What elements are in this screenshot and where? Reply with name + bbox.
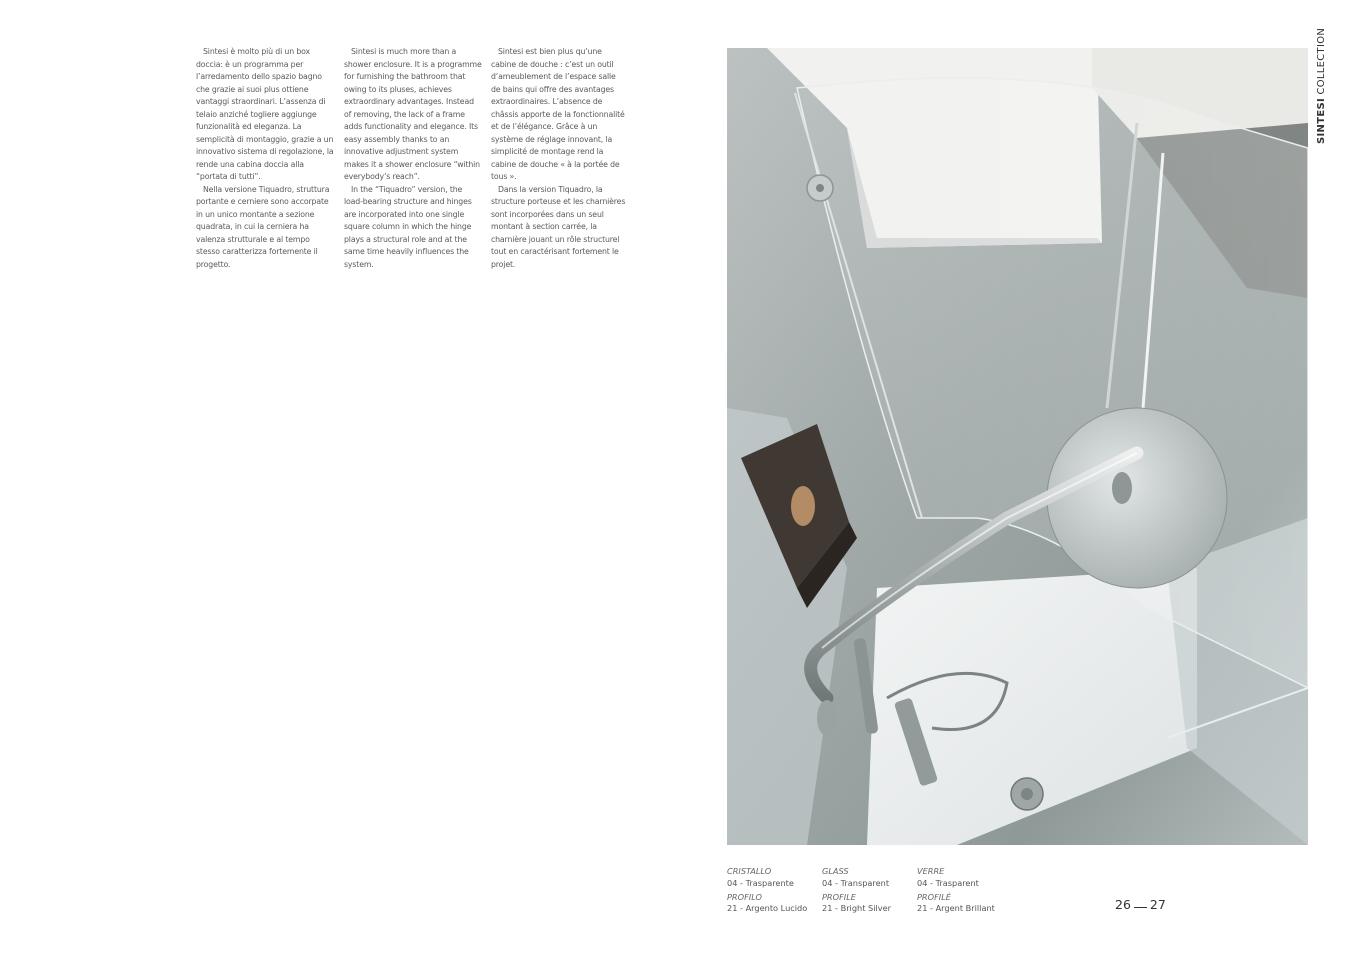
english-text-column — [344, 46, 482, 271]
collection-title — [1316, 27, 1328, 148]
french-paragraph-1: Sintesi est bien plus qu’une cabine de douche : c’est un outil d’ameublement de l’espace salle de bains qui offre des avantages extraordinaires. L’absence de châssis apporte de la fonctionnalité et de l’élégance. Grâce à un système de réglage innovant, la simplicité de montage rend la cabine de douche « à la portée de tous ». — [491, 47, 625, 181]
spec-english — [822, 866, 912, 915]
spec-italian — [727, 866, 817, 915]
english-paragraph-1: Sintesi is much more than a shower enclosure. It is a programme for furnishing the bathroom that owing to its pluses, achieves extraordinary advantages. Instead of removing, the lack of a frame adds functionality and elegance. Its easy assembly thanks to an innovative adjustment system makes it a shower enclosure “within everybody’s reach”. — [344, 47, 482, 181]
spec-glass-value: 04 - Transparent — [822, 877, 890, 888]
italian-text-column — [196, 46, 334, 271]
page-number-separator — [1134, 907, 1147, 908]
french-paragraph-2: Dans la version Tiquadro, la structure porteuse et les charnières sont incorporées dans un seul montant à section carrée, la charnière jouant un rôle structurel tout en caractérisant fortement le projet. — [491, 184, 626, 269]
page-number-right: 27 — [1149, 897, 1166, 912]
product-photo — [727, 48, 1308, 845]
page-number-left: 26 — [1115, 897, 1131, 912]
spec-glass-value: 04 - Trasparente — [727, 877, 794, 888]
spec-profile-value: 21 - Bright Silver — [822, 903, 892, 913]
collection-title-regular: COLLECTION — [1316, 27, 1327, 99]
spec-glass-label: GLASS — [822, 866, 849, 876]
french-text-column — [491, 46, 627, 271]
spec-profile-value: 21 - Argento Lucido — [727, 903, 808, 913]
spec-profile-value: 21 - Argent Brillant — [917, 903, 995, 913]
spec-glass-value: 04 - Trasparent — [917, 877, 979, 888]
spec-profile-label: PROFILÉ — [917, 891, 951, 902]
italian-paragraph-1: Sintesi è molto più di un box doccia: è un programma per l’arredamento dello spazio bagno che grazie ai suoi plus ottiene vantaggi straordinari. L’assenza di telaio anziché togliere aggiunge funzionalità ed eleganza. La semplicità di montaggio, grazie a un innovativo sistema di regolazione, la rende una cabina doccia alla “portata di tutti”. — [196, 47, 334, 181]
english-paragraph-2: In the “Tiquadro” version, the load-bearing structure and hinges are incorporated into one single square column in which the hinge plays a structural role and at the same time heavily influences the system. — [344, 184, 472, 269]
italian-paragraph-2: Nella versione Tiquadro, struttura portante e cerniere sono accorpate in un unico montante a sezione quadrata, in cui la cerniera ha valenza strutturale e al tempo stesso caratterizza fortemente il progetto. — [196, 184, 330, 269]
spec-glass-label: CRISTALLO — [727, 866, 772, 876]
spec-profile-label: PROFILO — [727, 891, 762, 902]
collection-title-bold: SINTESI — [1316, 98, 1327, 144]
spec-glass-label: VERRE — [917, 866, 945, 876]
page-numbers — [1115, 897, 1166, 912]
spec-french — [917, 866, 1007, 915]
spec-profile-label: PROFILE — [822, 891, 856, 902]
